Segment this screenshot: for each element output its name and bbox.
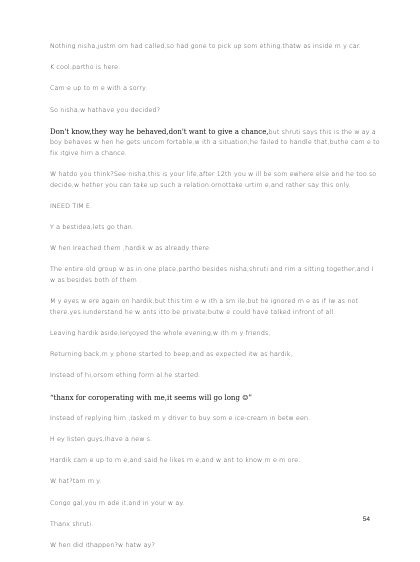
paragraph: M y eyes w ere again on hardik,but this tim e w ith a sm ile,but he ignored m e as if Iw as not there,yes Iunderstand he w ants itto be private,butw e could have talked infront of all. [50,298,359,316]
paragraph: H ey listen guys,Ihave a new s. [50,435,153,443]
paragraph: K cool,partho is here. [50,64,121,72]
paragraph: Instead of replying him ,Iasked m y driver to buy som e ice-cream in betw een. [50,414,311,422]
paragraph-quote: “thanx for coroperating with me,it seems will go long ☺” [50,393,253,402]
page-number: 54 [362,516,370,523]
paragraph: The entire old group w as in one place,partho besides nisha,shruti and rim a sitting together,and I w as besides both of them . [50,266,374,285]
paragraph-serif-part: Don't know,they way he behaved,don't want to give a chance, [50,127,269,136]
paragraph: Nothing nisha,justm om had called,so had gone to pick up som ething,thatw as inside m y car. [50,43,362,50]
paragraph: W hen Ireached them ,hardik w as already there. [50,245,212,253]
paragraph: Instead of hi,orsom ething form al,he started. [50,372,201,380]
paragraph: Returning back,m y phone started to beep,and as expected itw as hardik, [50,351,293,359]
paragraph: Cam e up to m e with a sorry. [50,85,148,93]
paragraph: INEED TIM E. [50,202,93,210]
paragraph: So nisha,w hathave you decided? [50,106,161,114]
paragraph: Y a bestidea,lets go than. [50,224,135,232]
paragraph: W hat?tam m y. [50,478,102,486]
page-body [50,42,380,562]
paragraph: W hen did ithappen?w hatw ay? [50,541,155,549]
paragraph: W hatdo you think?See nisha,this is your life,after 12th you w ill be som ewhere else and he too.so decide,w hether you can take up such a relation ornottake urtim e,and rather say this only. [50,171,377,189]
paragraph [50,127,380,160]
paragraph: Leaving hardik aside,Ienjoyed the whole evening,w ith m y friends, [50,330,271,338]
paragraph: Thanx shruti. [50,520,94,528]
paragraph: Hardik cam e up to m e,and said he likes m e,and w ant to know m e m ore. [50,457,301,465]
paragraph-sans-part: but shruti says this is the w ay a boy behaves w hen he gets uncom fortable,w ith a situation,he failed to handle that,buthe cam e to fix itgive him a chance. [50,128,380,157]
paragraph: Congo gal,you m ade it,and in your w ay. [50,499,185,507]
